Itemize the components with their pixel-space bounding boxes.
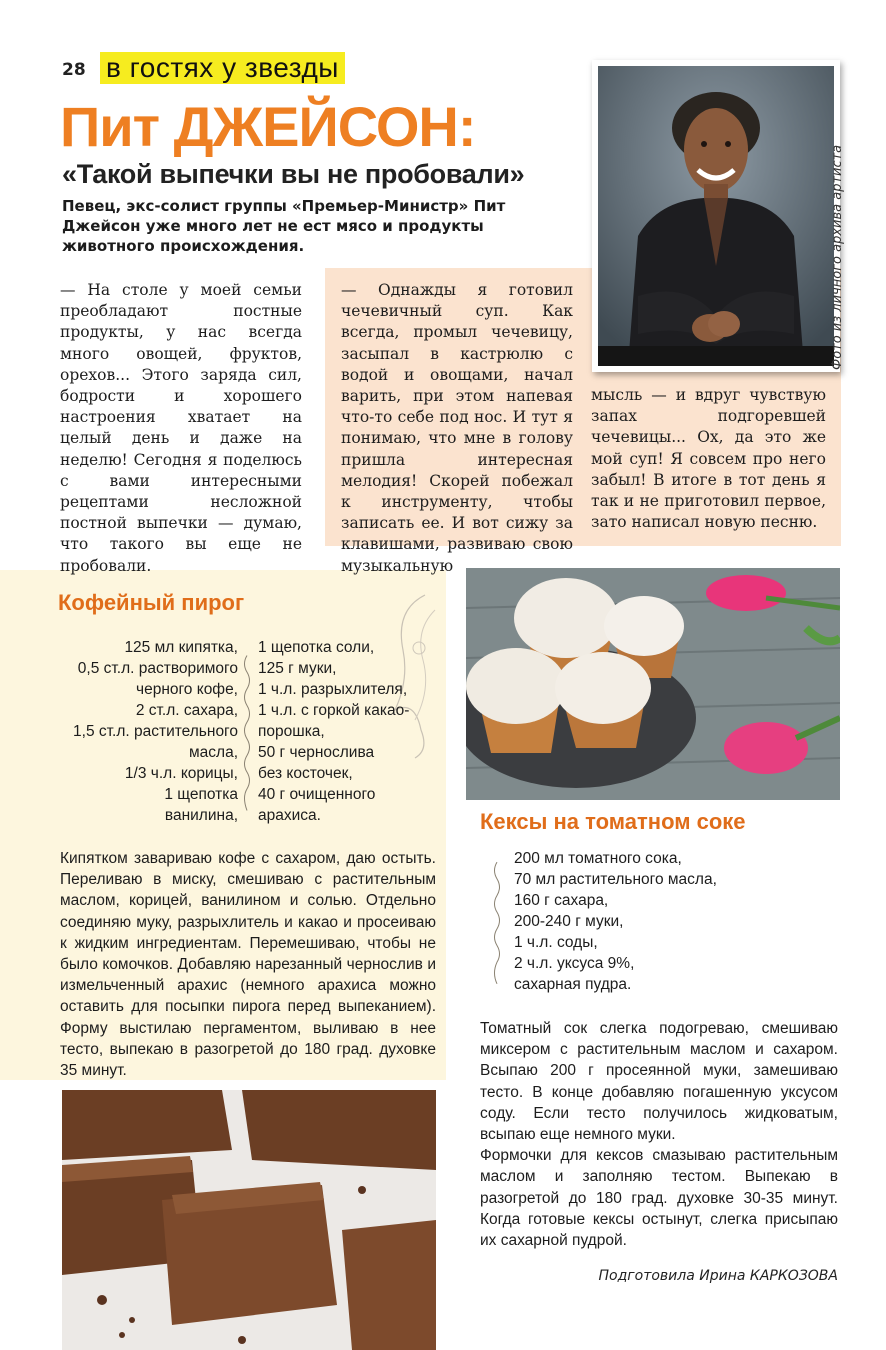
- ingredient-line: 1 ч.л. разрыхлителя,: [258, 681, 408, 698]
- intro-column-3: мысль — и вдруг чувствую запах подгоревшей чечевицы... Ох, да это же мой суп! Я совсем про него забыл! В итоге в тот день я так и не приготовил первое, зато написал новую песню.: [591, 386, 826, 532]
- ingredient-line: 200 мл томатного сока,: [514, 850, 682, 867]
- ingredient-line: 40 г очищенного: [258, 786, 376, 803]
- author-byline: Подготовила Ирина КАРКОЗОВА: [598, 1268, 838, 1284]
- recipe1-ingredients-right: [258, 637, 438, 826]
- lead-paragraph: Певец, экс-солист группы «Премьер-Министр» Пит Джейсон уже много лет не ест мясо и продукты животного происхождения.: [62, 197, 506, 255]
- ingredient-line: 1 щепотка: [164, 786, 238, 803]
- ingredient-line: арахиса.: [258, 807, 321, 824]
- intro-column-2: — Однажды я готовил чечевичный суп. Как всегда, промыл чечевицу, засыпал в кастрюлю с водой и овощами, начал варить, при этом напевая что-то себе под нос. И тут я понимаю, что мне в голову пришла интересная мелодия! Скорей побежал к инструменту, чтобы записать ее. И вот сижу за клавишами, развиваю свою музыкальную: [341, 281, 573, 575]
- wavy-divider-icon: [492, 850, 502, 996]
- ingredient-line: 125 мл кипятка,: [124, 639, 238, 656]
- page-number: 28: [62, 60, 86, 80]
- recipe2-title: Кексы на томатном соке: [480, 809, 746, 834]
- ingredient-line: 2 ст.л. сахара,: [135, 702, 238, 719]
- ingredient-line: 70 мл растительного масла,: [514, 871, 717, 888]
- page-title: Пит ДЖЕЙСОН:: [60, 95, 476, 158]
- artist-portrait: [592, 60, 840, 372]
- recipe2-method: [480, 1018, 838, 1251]
- photo-credit: Фото из личного архива артиста: [830, 144, 845, 370]
- ingredient-line: сахарная пудра.: [514, 976, 632, 993]
- ingredient-line: черного кофе,: [136, 681, 238, 698]
- wavy-divider-icon: [242, 640, 252, 826]
- intro-column-1: — На столе у моей семьи преобладают постные продукты, у нас всегда много овощей, фруктов, орехов... Этого заряда сил, бодрости и хорошего настроения хватает на целый день и даже на неделю! Сегодня я поделюсь с вами интересными рецептами несложной постной выпечки — думаю, что такого вы еще не пробовали.: [60, 281, 302, 575]
- ingredient-line: 0,5 ст.л. растворимого: [77, 660, 238, 677]
- ingredient-line: 125 г муки,: [258, 660, 337, 677]
- brownies-photo: [62, 1090, 436, 1350]
- rubric-label: в гостях у звезды: [100, 52, 345, 84]
- recipe2-method-paragraph: Томатный сок слегка подогреваю, смешиваю миксером с растительным маслом и сахаром. Всыпаю 200 г просеянной муки, замешиваю тесто. В конце добавляю погашенную уксусом соду. Если тесто получилось жидковатым, всыпаю еще немного муки.: [480, 1020, 838, 1144]
- recipe1-ingredients-left: [60, 637, 238, 826]
- ingredient-line: 1 ч.л. соды,: [514, 934, 598, 951]
- ingredient-line: 160 г сахара,: [514, 892, 609, 909]
- recipe1-title: Кофейный пирог: [58, 590, 245, 615]
- ingredient-line: 1 щепотка соли,: [258, 639, 375, 656]
- recipe1-method: Кипятком завариваю кофе с сахаром, даю остыть. Переливаю в миску, смешиваю с растительным маслом, корицей, ванилином и солью. Отдельно соединяю муку, разрыхлитель и какао и просеиваю к жидким ингредиентам. Перемешиваю, чтобы не было комочков. Добавляю нарезанный чернослив и измельченный арахис (немного арахиса можно оставить для посыпки пирога перед выпеканием). Форму выстилаю пергаментом, выливаю в нее тесто, выпекаю в разогретой до 180 град. духовке 35 минут.: [60, 850, 436, 1080]
- ingredient-line: масла,: [189, 744, 238, 761]
- recipe2-ingredients: [514, 848, 814, 995]
- ingredient-line: порошка,: [258, 723, 325, 740]
- page-subtitle: «Такой выпечки вы не пробовали»: [62, 159, 525, 189]
- ingredient-line: 200-240 г муки,: [514, 913, 624, 930]
- ingredient-line: ванилина,: [164, 807, 238, 824]
- ingredient-line: 1/3 ч.л. корицы,: [124, 765, 238, 782]
- ingredient-line: 1,5 ст.л. растительного: [73, 723, 238, 740]
- ingredient-line: 2 ч.л. уксуса 9%,: [514, 955, 635, 972]
- ingredient-line: 50 г чернослива: [258, 744, 375, 761]
- artist-portrait-illustration: [598, 66, 834, 366]
- ingredient-line: 1 ч.л. с горкой какао-: [258, 702, 410, 719]
- ingredient-line: без косточек,: [258, 765, 353, 782]
- cupcakes-photo: [466, 568, 840, 800]
- recipe2-method-paragraph: Формочки для кексов смазываю растительным маслом и заполняю тестом. Выпекаю в разогретой до 180 град. духовке 30-35 минут. Когда готовые кексы остынут, слегка присыпаю их сахарной пудрой.: [480, 1147, 838, 1250]
